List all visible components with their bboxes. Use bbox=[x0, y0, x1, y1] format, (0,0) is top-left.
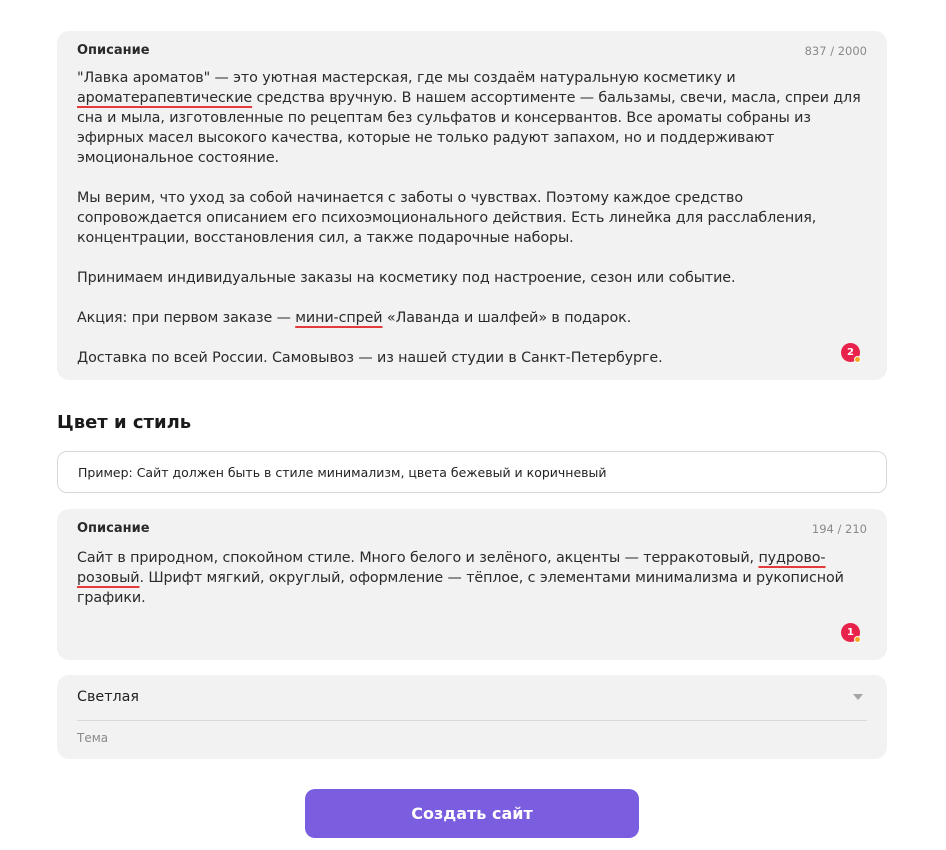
description-paragraph-1: "Лавка ароматов" — это уютная мастерская, где мы создаём натуральную косметику и ароматерапевтические средства вручную. В нашем ассортименте — бальзамы, свечи, масла, спреи для сна и мыла, изготовленные по рецептам без сульфатов и консервантов. Все ароматы собраны из эфирных масел высокого качества, которые не только радуют запахом, но и поддерживают эмоциональное состояние. bbox=[77, 70, 861, 166]
theme-select[interactable] bbox=[57, 675, 887, 759]
spellcheck-word[interactable]: мини-спрей bbox=[295, 310, 383, 326]
grammar-issues-badge[interactable]: 2 bbox=[841, 343, 860, 362]
grammar-issues-badge[interactable]: 1 bbox=[841, 623, 860, 642]
style-description-text: Сайт в природном, спокойном стиле. Много белого и зелёного, акценты — терракотовый, пудрово-розовый. Шрифт мягкий, округлый, оформление — тёплое, с элементами минимализма и рукописной графики. bbox=[77, 550, 844, 606]
style-description-textarea[interactable] bbox=[77, 548, 867, 608]
style-description-char-counter: 194 / 210 bbox=[811, 522, 867, 536]
theme-select-value: Светлая bbox=[77, 689, 140, 705]
description-field[interactable] bbox=[57, 31, 887, 380]
status-dot-icon bbox=[854, 356, 861, 363]
spellcheck-word[interactable]: пудрово-розовый bbox=[77, 550, 826, 586]
style-description-field[interactable] bbox=[57, 509, 887, 660]
create-site-button[interactable]: Создать сайт bbox=[305, 789, 639, 838]
spellcheck-word[interactable]: ароматерапевтические bbox=[77, 90, 253, 106]
description-char-counter: 837 / 2000 bbox=[804, 44, 867, 58]
chevron-down-icon[interactable] bbox=[853, 694, 863, 700]
description-paragraph-4: Акция: при первом заказе — мини-спрей «Лаванда и шалфей» в подарок. bbox=[77, 310, 632, 326]
divider bbox=[77, 720, 867, 721]
description-label: Описание bbox=[77, 43, 150, 58]
description-paragraph-5: Доставка по всей России. Самовывоз — из нашей студии в Санкт-Петербурге. bbox=[77, 350, 663, 366]
status-dot-icon bbox=[854, 636, 861, 643]
description-paragraph-3: Принимаем индивидуальные заказы на косметику под настроение, сезон или событие. bbox=[77, 270, 736, 286]
description-textarea[interactable] bbox=[77, 68, 867, 368]
style-description-label: Описание bbox=[77, 521, 150, 536]
description-paragraph-2: Мы верим, что уход за собой начинается с заботы о чувствах. Поэтому каждое средство сопровождается описанием его психоэмоционального действия. Есть линейка для расслабления, концентрации, восстановления сил, а также подарочные наборы. bbox=[77, 190, 817, 246]
style-example-input[interactable] bbox=[57, 451, 887, 493]
theme-select-caption: Тема bbox=[77, 731, 109, 745]
section-title-color-style: Цвет и стиль bbox=[57, 412, 192, 433]
